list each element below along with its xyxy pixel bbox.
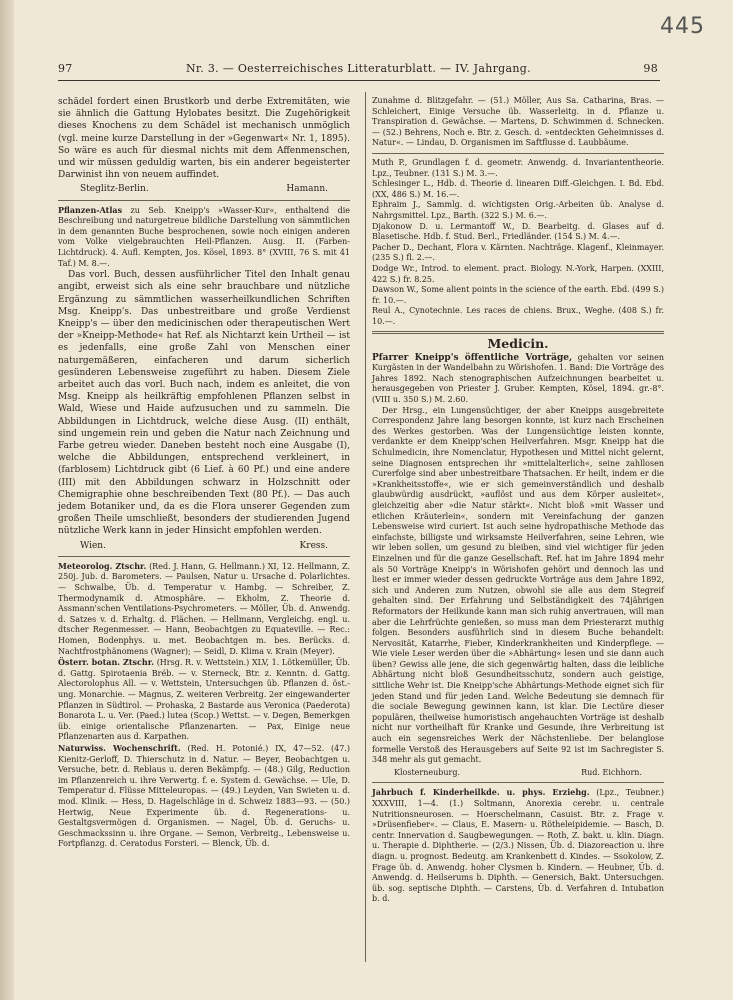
signature-name: Rud. Eichhorn.	[581, 767, 642, 777]
book-list-item: Pacher D., Dechant, Flora v. Kärnten. Nachträge. Klagenf., Kleinmayer. (235 S.) fl. 2.—.	[372, 242, 664, 263]
review-paragraph: Der Hrsg., ein Lungensüchtiger, der aber Kneipps ausgebreitete Correspondenz Jahre lang besorgen konnte, ist kurz nach Erscheinen des Werkes gestorben. Was der Lungensüchtige leisten konnte, verdankte er dem Kneipp'schen Heilverfahren. Msgr. Kneipp hat die Schulmedicin, ihre Nomenclatur, Hypothesen und Mittel nicht gelernt, seine Diagnosen entsprechen ihr »mittelalterlich«, seine zahllosen Curerfolge sind aber unbestreitbare Thatsachen. Er heilt, indem er die »Krankheitsstoffe«, wie er sich gemeinverständlich und deshalb glaubwürdig ausdrückt, »auflöst und aus dem Körper ausleitet«, gleichzeitig aber »die Natur stärkt«. Nicht bloß »mit Wasser und etlichen Kräuterlein«, sondern mit Vereinfachung der ganzen Lebensweise wird curiert. Ist auch seine hydropathische Methode das einfachste, billigste und wirksamste Heilverfahren, seine Lehren, wie wir leben sollen, um gesund zu bleiben, sind viel wichtiger für jeden Einzelnen und für die ganze Gesellschaft. Ref. hat im Jahre 1894 mehr als 50 Vorträge Kneipp's in Wörishofen gehört und dennoch las und liest er immer wieder dessen gedruckte Vorträge aus dem Jahre 1892, sich und Anderen zum Nutzen, obwohl sie alle aus dem Stegreif gehalten sind. Der Erfahrung und Selbständigkeit des 74jährigen Reformators der Heilkunde kann man sich ruhig anvertrauen, will man aber die Lehrfrüchte genießen, so muss man dem Priesterarzt muthig folgen. Besonders ausführlich sind in diesem Buche behandelt: Nervosität, Katarrhe, Fieber, Kinderkrankheiten und Kinderpflege. — Wie viele Leser werden über die »Abhärtung« lesen und sie dann auch üben? Gewiss alle jene, die sich gegenwärtig halten, dass die leibliche Abhärtung nicht bloß Gesundheitsschutz, sondern auch geistige, sittliche Wehr ist. Die Kneipp'sche Abhärtungs-Methode eignet sich für jeden Stand und für jeden Land. Welche Bedeutung sie demnach für die sociale Bewegung gewinnen kann, ist klar. Die Lectüre dieser populären, theilweise humoristisch angehauchten Vorträge ist deshalb nicht nur vortheilhaft für Kranke und Gesunde, ihre Verbreitung ist auch ein segensreiches Werk der Nächstenliebe. Der belanglose formelle Verstoß des Herausgebers auf Seite 92 ist im Sachregister S. 348 mehr als gut gemacht.	[372, 405, 664, 765]
paragraph: schädel fordert einen Brustkorb und derbe Extremitäten, wie sie ähnlich die Gattung Hylobates besitzt. Die Zugehörigkeit dieses Knochens zu dem Schädel ist mechanisch unmöglich (vgl. meine kurze Darstellung in der »Gegenwart« Nr. 1, 1895). So wäre es auch für diesmal nichts mit dem Affenmenschen, und wir müssen geduldig warten, bis ein anderer begeisterter Darwinist ihn von neuem auffindet.	[58, 97, 350, 181]
signature-place: Wien.	[80, 540, 106, 551]
section-heading: Medicin.	[487, 336, 549, 352]
signature-name: Kress.	[299, 540, 328, 551]
signature	[372, 768, 664, 779]
right-column	[372, 96, 664, 905]
left-column	[58, 96, 350, 850]
journal-contents: (Red. J. Hann, G. Hellmann.) XI, 12. Hellmann, Z. 250j. Jub. d. Barometers. — Paulsen, Natur u. Ursache d. Polarlichtes. — Schwalbe, Üb. d. Temperatur v. Hambg. — Schreiber, Z. Thermodynamik d. Atmosphäre. — Ekholm, Z. Theorie d. Assmann'schen Ventilations-Psychrometers. — Möller, Üb. d. Anwendg. d. Satzes v. d. Erhaltg. d. Flächen. — Hellmann, Vergleichg. engl. u. dtscher Regenmesser. — Hann, Beobachtgen zu Equateville. — Rec.: Homen, Bodenphys. u. met. Beobachtgen m. bes. Berücks. d. Nachtfrostphänomens (Wagner); — Seidl, D. Klima v. Krain (Meyer).	[58, 561, 350, 656]
journal-contents: (Hrsg. R. v. Wettstein.) XLV, 1. Lötkemüller, Üb. d. Gattg. Spirotaenia Bréb. — v. Sterneck, Btr. z. Kenntn. d. Gattg. Alectorolophus All. — v. Wettstein, Untersuchgen üb. Pflanzen d. öst.-ung. Monarchie. — Magnus, Z. weiteren Verbreitg. 2er eingewanderter Pflanzen in Südtirol. — Prohaska, 2 Bastarde aus Veronica (Paederota) Bonarota L. u. Ver. (Paed.) lutea (Scop.) Wettst. — v. Degen, Bemerkgen üb. einige orientalische Pflanzenarten. — Pax, Einige neue Pflanzenarten aus d. Karpathen.	[58, 658, 351, 742]
signature-place: Steglitz-Berlin.	[80, 184, 149, 195]
journal-title: Naturwiss. Wochenschrift.	[58, 742, 181, 753]
book-details: gehalten vor seinen Kurgästen in der Wandelbahn zu Wörishofen. 1. Band: Die Vorträge des Jahres 1892. Nach stenographischen Aufzeichnungen bearbeitet u. herausgegeben von Priester J. Gruber. Kempten, Kösel, 1894. gr.-8°. (VIII u. 350 S.) M. 2.60.	[372, 352, 664, 405]
header-title: Nr. 3. — Oesterreichisches Litteraturblatt. — IV. Jahrgang.	[186, 62, 531, 75]
header-page-right: 98	[643, 62, 658, 75]
journal-entry	[58, 743, 350, 850]
signature	[58, 540, 350, 552]
book-title: Pfarrer Kneipp's öffentliche Vorträge,	[372, 352, 573, 363]
journal-continuation: Zunahme d. Blitzgefahr. — (51.) Möller, Aus Sa. Catharina, Bras. — Schleichert, Einige Versuche üb. Wasserleitg. in d. Pflanze u. Transpiration d. Gewächse. — Martens, D. Schwimmen d. Schnecken. — (52.) Behrens, Noch e. Btr. z. Gesch. d. »entdeckten Geheimnisses d. Natur«. — Lindau, D. Organismen im Saftflusse d. Laubbäume.	[372, 96, 664, 148]
book-entry	[372, 353, 664, 406]
journal-contents: (Lpz., Teubner.) XXXVIII, 1—4. (1.) Soltmann, Anorexia cerebr. u. centrale Nutritionsneurosen. — Hoerschelmann, Casuist. Btr. z. Frage v. »Drüsenfieber«. — Claus, E. Masern- u. Rötheleipidemie. — Basch, D. centr. Innervation d. Saugbewegungen. — Roth, Z. bakt. u. klin. Diagn. u. Therapie d. Diphtherie. — (2/3.) Nissen, Üb. d. Diazoreaction u. ihre diagn. u. prognost. Bedeutg. am Krankenbett d. Kindes. — Ssokolow, Z. Frage üb. d. Anwendg. hoher Clysmen b. Kindern. — Heubner, Üb. d. Anwendg. d. Heilserums b. Diphth. — Genersich, Bakt. Untersuchgen. üb. sog. septische Diphth. — Carstens, Üb. d. Verfahren d. Intubation b. d.	[372, 788, 665, 904]
journal-entry	[372, 787, 664, 905]
section-divider	[372, 331, 664, 334]
book-list-item: Dodge Wr., Introd. to element. pract. Biology. N.-York, Harpen. (XXIII, 422 S.) fr. 8.25.	[372, 263, 664, 284]
book-details: zu Seb. Kneipp's »Wasser-Kur«, enthaltend die Beschreibung und naturgetreue bildliche Darstellung von sämmtlichen in dem genannten Buche besprochenen, sowie noch einigen anderen vom Volke vielgebrauchten Heil-Pflanzen. Ausg. II. (Farben-Lichtdruck). 4. Aufl. Kempten, Jos. Kösel, 1893. 8° (XVIII, 76 S. mit 41 Taf.) M. 8.—.	[58, 205, 350, 268]
book-list	[372, 158, 664, 328]
divider	[58, 200, 350, 201]
journal-title: Österr. botan. Ztschr.	[58, 657, 154, 668]
divider	[58, 556, 350, 557]
book-list-item: Djakonow D. u. Lermantoff W., D. Bearbeitg. d. Glases auf d. Blasetische. Hdb. f. Stud. Berl., Friedländer. (154 S.) M. 4.—.	[372, 221, 664, 242]
book-title: Pflanzen-Atlas	[58, 204, 123, 215]
handwritten-page-number: 445	[660, 14, 705, 39]
column-divider	[365, 92, 366, 962]
binding-shadow	[0, 0, 14, 1000]
header-page-left: 97	[58, 62, 73, 75]
divider	[372, 153, 664, 154]
signature	[58, 183, 350, 195]
book-list-item: Ephraim J., Sammlg. d. wichtigsten Orig.-Arbeiten üb. Analyse d. Nahrgsmittel. Lpz., Barth. (322 S.) M. 6.—.	[372, 200, 664, 220]
header-rule	[58, 80, 660, 81]
book-list-item: Dawson W., Some alient points in the science of the earth. Ebd. (499 S.) fr. 10.—.	[372, 285, 664, 305]
book-list-item: Schlesinger L., Hdb. d. Theorie d. linearen Diff.-Gleichgen. I. Bd. Ebd. (XX, 486 S.) M. 16.—.	[372, 179, 664, 199]
journal-title: Meteorolog. Ztschr.	[58, 560, 147, 571]
book-entry	[58, 205, 350, 270]
journal-entry	[58, 561, 350, 657]
divider	[372, 782, 664, 783]
journal-entry	[58, 657, 350, 743]
signature-name: Hamann.	[286, 184, 328, 195]
book-list-item: Muth P., Grundlagen f. d. geometr. Anwendg. d. Invariantentheorie. Lpz., Teubner. (131 S.) M. 3.—.	[372, 157, 664, 178]
signature-place: Klosterneuburg.	[394, 767, 461, 777]
book-list-item: Reul A., Cynotechnie. Les races de chiens. Brux., Weghe. (408 S.) fr. 10.—.	[372, 306, 664, 326]
journal-title: Jahrbuch f. Kinderheilkde. u. phys. Erziehg.	[372, 787, 590, 798]
journal-contents: (Red. H. Potonié.) IX, 47—52. (47.) Kienitz-Gerloff, D. Thierschutz in d. Natur. — Beyer, Beobachtgen u. Versuche, betr. d. Reblaus u. deren Bekämpfg. — (48.) Gilg, Reduction im Pflanzenreich u. ihre Verwertg. f. e. System d. Gewächse. — Ule, D. Temperatur d. Flüsse Mitteleuropas. — (49.) Leyden, Van Swieten u. d. mod. Klinik. — Hess, D. Hagelschläge in d. Schweiz 1883—93. — (50.) Hertwig, Neue Experimente üb. d. Regenerations- u. Gestaltgsvermögen d. Organismen. — Nagel, Üb. d. Geruchs- u. Geschmackssinn u. ihre Organe. — Semon, Verbreitg., Lebensweise u. Fortpflanzg. d. Ceratodus Forsteri. — Blenck, Üb. d.	[58, 743, 351, 849]
review-paragraph: Das vorl. Buch, dessen ausführlicher Titel den Inhalt genau angibt, erweist sich als eine sehr brauchbare und nützliche Ergänzung zu sämmtlichen wasserheilkundlichen Schriften Msg. Kneipp's. Das unbestreitbare und große Verdienst Kneipp's — über den medicinischen oder therapeutischen Wert der »Kneipp-Methode« hat Ref. als Nichtarzt kein Urtheil — ist es jedenfalls, eine große Zahl von Menschen einer naturgemäßeren, einfacheren und darum sicherlich gesünderen Lebensweise zugeführt zu haben. Diesem Ziele arbeitet auch das vorl. Buch nach, indem es anleitet, die von Msg. Kneipp als heilkräftig empfohlenen Pflanzen selbst in Wald, Wiese und Haide aufzusuchen und zu sammeln. Die Abbildungen in Lichtdruck, welche diese Ausg. (II) enthält, sind ungemein rein und geben die Natur nach Zeichnung und Farbe getreu wieder. Daneben besteht noch eine Ausgabe (I), welche die Abbildungen, entsprechend verkleinert, in (farblosem) Lichtdruck gibt (6 Lief. à 60 Pf.) und eine andere (III) mit den Abbildungen schwarz in Holzschnitt oder Chemigraphie ohne beschreibenden Text (80 Pf.). — Das auch jedem Botaniker und, da es die Flora unserer Gegenden zum großen Theile umschließt, besonders der studierenden Jugend nützliche Werk kann in jeder Hinsicht empfohlen werden.	[58, 270, 350, 537]
